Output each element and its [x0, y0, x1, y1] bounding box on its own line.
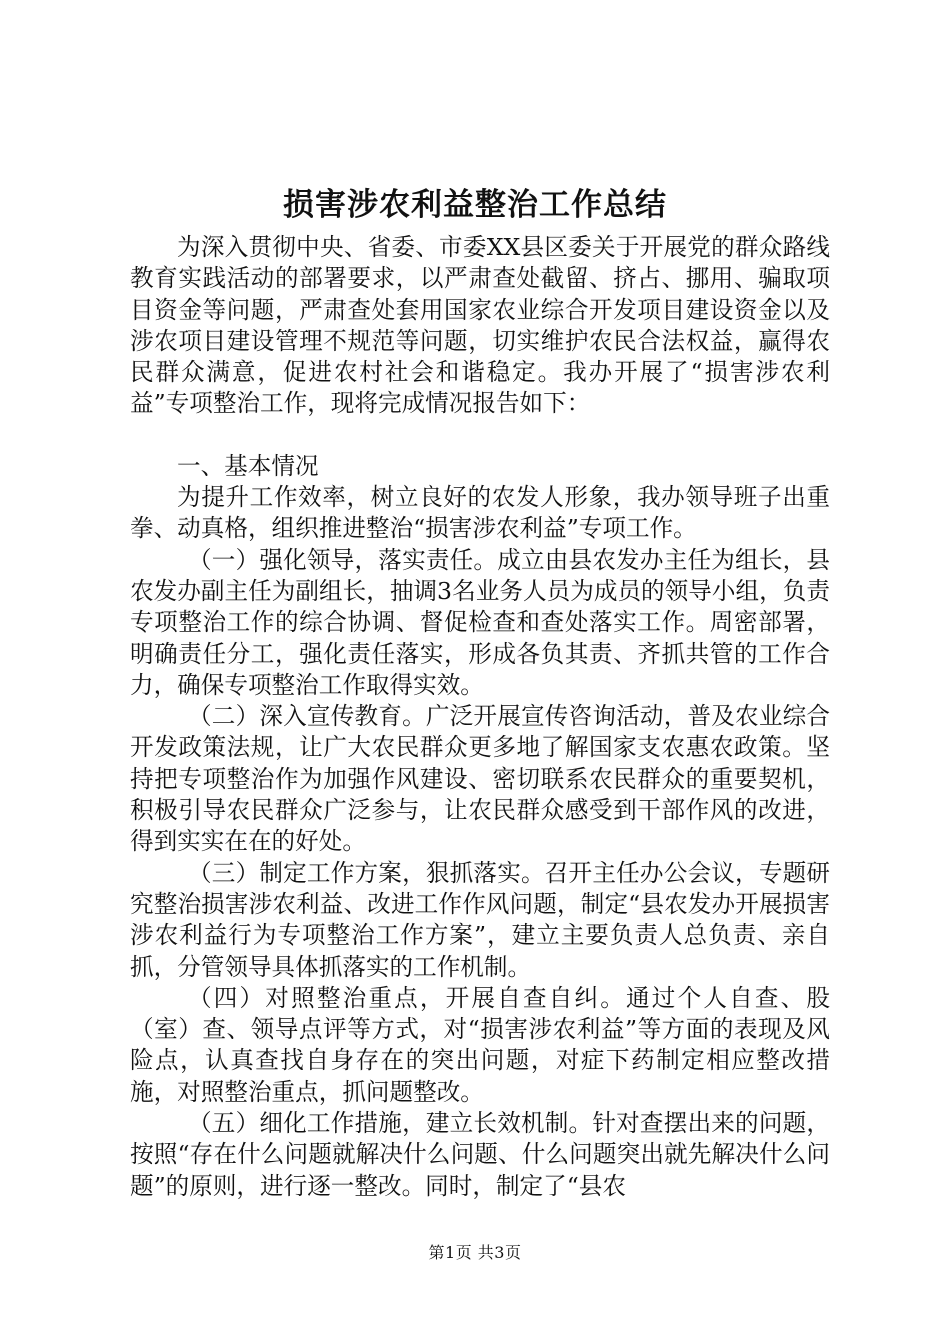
section-lead-paragraph: 为提升工作效率，树立良好的农发人形象，我办领导班子出重拳、动真格，组织推进整治“损害涉农利益”专项工作。 [130, 483, 830, 543]
page-number: 第1页 共3页 [428, 1243, 522, 1262]
item-paragraph: （五）细化工作措施，建立长效机制。针对查摆出来的问题，按照“存在什么问题就解决什么问题、什么问题突出就先解决什么问题”的原则，进行逐一整改。同时，制定了“县农 [130, 1109, 830, 1200]
item-paragraph: （四）对照整治重点，开展自查自纠。通过个人自查、股（室）查、领导点评等方式，对“损害涉农利益”等方面的表现及风险点，认真查找自身存在的突出问题，对症下药制定相应整改措施，对照整治重点，抓问题整改。 [130, 983, 830, 1106]
item-paragraph: （二）深入宣传教育。广泛开展宣传咨询活动，普及农业综合开发政策法规，让广大农民群众更多地了解国家支农惠农政策。坚持把专项整治作为加强作风建设、密切联系农民群众的重要契机，积极引导农民群众广泛参与，让农民群众感受到干部作风的改进，得到实实在在的好处。 [130, 702, 830, 856]
document-title: 损害涉农利益整治工作总结 [283, 187, 667, 223]
paragraph-gap [130, 420, 830, 451]
item-paragraph: （一）强化领导，落实责任。成立由县农发办主任为组长，县农发办副主任为副组长，抽调3名业务人员为成员的领导小组，负责专项整治工作的综合协调、督促检查和查处落实工作。周密部署，明确责任分工，强化责任落实，形成各负其责、齐抓共管的工作合力，确保专项整治工作取得实效。 [130, 545, 830, 699]
intro-paragraph: 为深入贯彻中央、省委、市委XX县区委关于开展党的群众路线教育实践活动的部署要求，以严肃查处截留、挤占、挪用、骗取项目资金等问题，严肃查处套用国家农业综合开发项目建设资金以及涉农项目建设管理不规范等问题，切实维护农民合法权益，赢得农民群众满意，促进农村社会和谐稳定。我办开展了“损害涉农利益”专项整治工作，现将完成情况报告如下： [130, 233, 830, 418]
item-paragraph: （三）制定工作方案，狠抓落实。召开主任办公会议，专题研究整治损害涉农利益、改进工作作风问题，制定“县农发办开展损害涉农利益行为专项整治工作方案”，建立主要负责人总负责、亲自抓，分管领导具体抓落实的工作机制。 [130, 858, 830, 981]
document-body [130, 232, 830, 1202]
section-heading: 一、基本情况 [177, 451, 319, 480]
